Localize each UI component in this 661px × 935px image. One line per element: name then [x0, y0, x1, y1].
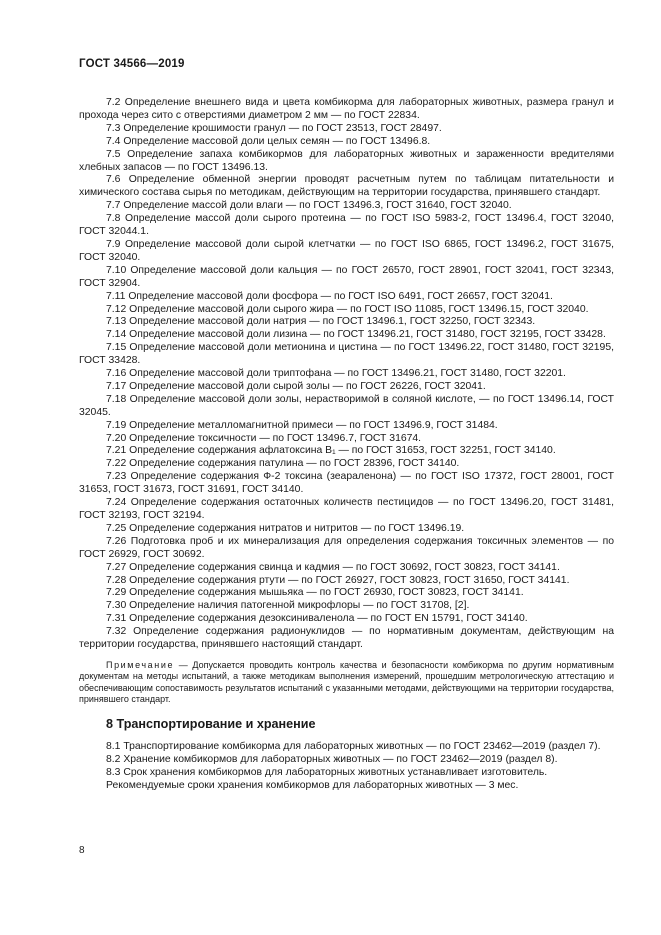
clause-paragraph: 7.24 Определение содержания остаточных количеств пестицидов — по ГОСТ 13496.20, ГОСТ 31481, ГОСТ 32193, ГОСТ 32194. — [79, 497, 614, 521]
page-number: 8 — [79, 845, 85, 856]
clause-paragraph: 7.26 Подготовка проб и их минерализация для определения содержания токсичных элементов — по ГОСТ 26929, ГОСТ 30692. — [79, 535, 614, 560]
clause-paragraph: 7.28 Определение содержания ртути — по ГОСТ 26927, ГОСТ 30823, ГОСТ 31650, ГОСТ 34141. — [106, 574, 570, 586]
clause-paragraph: 7.5 Определение запаха комбикормов для лабораторных животных и зараженности вредителями хлебных запасов — по ГОСТ 13496.13. — [79, 148, 614, 173]
clause-paragraph: 7.11 Определение массовой доли фосфора — по ГОСТ ISO 6491, ГОСТ 26657, ГОСТ 32041. — [106, 290, 553, 302]
section-7-items — [79, 97, 614, 652]
clause-paragraph: 7.9 Определение массовой доли сырой клетчатки — по ГОСТ ISO 6865, ГОСТ 13496.2, ГОСТ 31675, ГОСТ 32040. — [79, 238, 614, 263]
clause-paragraph: 7.22 Определение содержания патулина — по ГОСТ 28396, ГОСТ 34140. — [106, 458, 460, 470]
section-8-title: 8 Транспортирование и хранение — [106, 717, 316, 732]
clause-paragraph: 7.18 Определение массовой доли золы, нерастворимой в соляной кислоте, — по ГОСТ 13496.14, ГОСТ 32045. — [79, 393, 614, 418]
clause-paragraph: 7.15 Определение массовой доли метионина и цистина — по ГОСТ 13496.22, ГОСТ 31480, ГОСТ 32195, ГОСТ 33428. — [79, 342, 614, 367]
note-label: Примечание — [106, 659, 175, 670]
clause-paragraph: 8.3 Срок хранения комбикормов для лабораторных животных устанавливает изготовитель. — [106, 766, 548, 778]
clause-paragraph: 7.3 Определение крошимости гранул — по ГОСТ 23513, ГОСТ 28497. — [106, 122, 442, 134]
clause-paragraph: 7.31 Определение содержания дезоксиниваленола — по ГОСТ EN 15791, ГОСТ 34140. — [106, 613, 528, 625]
clause-paragraph: 7.7 Определение массой доли влаги — по ГОСТ 13496.3, ГОСТ 31640, ГОСТ 32040. — [106, 200, 512, 212]
clause-paragraph: 7.4 Определение массовой доли целых семян — по ГОСТ 13496.8. — [106, 135, 431, 147]
clause-paragraph: 7.27 Определение содержания свинца и кадмия — по ГОСТ 30692, ГОСТ 30823, ГОСТ 34141. — [106, 561, 560, 573]
clause-paragraph: 7.10 Определение массовой доли кальция — по ГОСТ 26570, ГОСТ 28901, ГОСТ 32041, ГОСТ 32343, ГОСТ 32904. — [79, 264, 614, 289]
clause-paragraph: 7.8 Определение массой доли сырого протеина — по ГОСТ ISO 5983-2, ГОСТ 13496.4, ГОСТ 32040, ГОСТ 32044.1. — [79, 213, 614, 238]
clause-paragraph: 7.13 Определение массовой доли натрия — по ГОСТ 13496.1, ГОСТ 32250, ГОСТ 32343. — [106, 316, 536, 328]
clause-paragraph: 8.1 Транспортирование комбикорма для лабораторных животных — по ГОСТ 23462—2019 (раздел 7). — [106, 741, 601, 753]
clause-paragraph: 7.20 Определение токсичности — по ГОСТ 13496.7, ГОСТ 31674. — [106, 432, 422, 444]
clause-paragraph: 7.17 Определение массовой доли сырой золы — по ГОСТ 26226, ГОСТ 32041. — [106, 380, 486, 392]
clause-paragraph: 7.21 Определение содержания афлатоксина B₁ — по ГОСТ 31653, ГОСТ 32251, ГОСТ 34140. — [106, 445, 556, 457]
document-body — [79, 97, 614, 793]
clause-paragraph: 7.16 Определение массовой доли триптофана — по ГОСТ 13496.21, ГОСТ 31480, ГОСТ 32201. — [106, 368, 566, 380]
document-header: ГОСТ 34566—2019 — [79, 58, 185, 70]
clause-paragraph: 7.30 Определение наличия патогенной микрофлоры — по ГОСТ 31708, [2]. — [106, 600, 470, 612]
clause-paragraph: 8.2 Хранение комбикормов для лабораторных животных — по ГОСТ 23462—2019 (раздел 8). — [106, 753, 558, 765]
clause-paragraph: 7.25 Определение содержания нитратов и нитритов — по ГОСТ 13496.19. — [106, 522, 465, 534]
clause-paragraph: Рекомендуемые сроки хранения комбикормов для лабораторных животных — 3 мес. — [106, 779, 519, 791]
note-text: — Допускается проводить контроль качества и безопасности комбикорма по другим нормативным документам на методы испытаний, а также методикам выполнения измерений, прошедшим метрологическую аттестацию и обеспечивающим сопоставимость результатов испытаний с указанными методами, действующими на территории государства, принявшего стандарт. — [79, 659, 614, 704]
section-8-items — [79, 741, 614, 793]
clause-paragraph: 7.32 Определение содержания радионуклидов — по нормативным документам, действующим на территории государства, принявшего настоящий стандарт. — [79, 626, 614, 651]
clause-paragraph: 7.23 Определение содержания Ф-2 токсина (зеараленона) — по ГОСТ ISO 17372, ГОСТ 28001, ГОСТ 31653, ГОСТ 31673, ГОСТ 31691, ГОСТ 34140. — [79, 471, 614, 496]
clause-paragraph: 7.2 Определение внешнего вида и цвета комбикорма для лабораторных животных, размера гранул и прохода через сито с отверстиями диаметром 2 мм — по ГОСТ 22834. — [79, 97, 614, 121]
clause-paragraph: 7.14 Определение массовой доли лизина — по ГОСТ 13496.21, ГОСТ 31480, ГОСТ 32195, ГОСТ 33428. — [106, 329, 606, 341]
note — [79, 660, 614, 705]
clause-paragraph: 7.29 Определение содержания мышьяка — по ГОСТ 26930, ГОСТ 30823, ГОСТ 34141. — [106, 587, 524, 599]
clause-paragraph: 7.6 Определение обменной энергии проводят расчетным путем по таблицам питательности и химического состава сырья по методикам, действующим на территории государства, принявшего стандарт. — [79, 174, 614, 199]
clause-paragraph: 7.12 Определение массовой доли сырого жира — по ГОСТ ISO 11085, ГОСТ 13496.15, ГОСТ 32040. — [106, 303, 589, 315]
clause-paragraph: 7.19 Определение металломагнитной примеси — по ГОСТ 13496.9, ГОСТ 31484. — [106, 419, 498, 431]
